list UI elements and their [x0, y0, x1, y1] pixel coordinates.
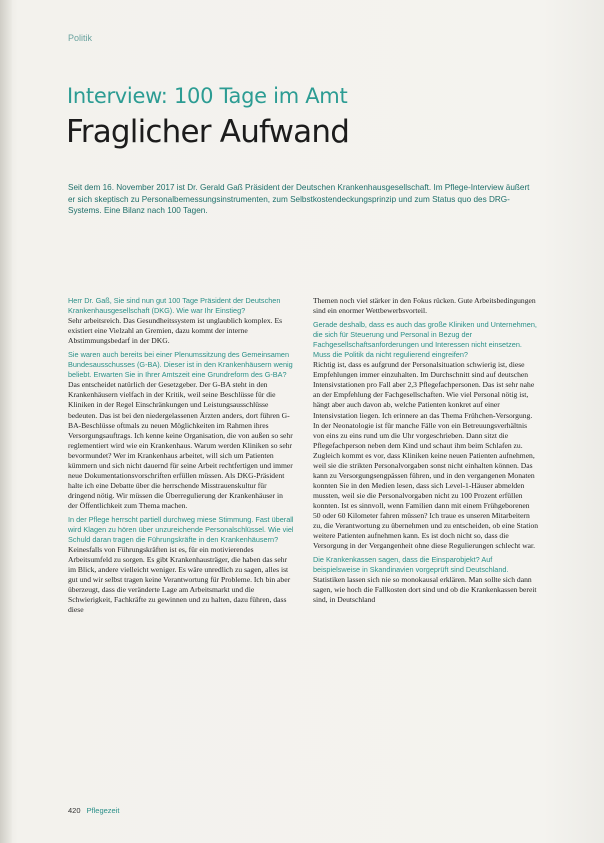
article-lead: Seit dem 16. November 2017 ist Dr. Gerald Gaß Präsident der Deutschen Krankenhausgesellschaft. Im Pflege-Interview äußert er sich skeptisch zu Personalbemessungsinstrumenten, zum Selbstkostendeckungsprinzip und zum Status quo des DRG-Systems. Eine Bilanz nach 100 Tagen.	[68, 183, 530, 215]
interview-answer: Richtig ist, dass es aufgrund der Personalsituation schwierig ist, diese Empfehlungen immer einzuhalten. Im Durchschnitt sind auf deutschen Intensivstationen pro Fall aber 2,3 Pflegefachpersonen. Das ist sehr nahe an der Empfehlung der Fachgesellschaften. Wie viel Personal nötig ist, hängt aber auch davon ab, welche Patienten konkret auf einer Intensivstation liegen. Ich erinnere an das Thema Frühchen-Versorgung. In der Neonatologie ist für manche Fälle von ein Betreuungsverhältnis von eins zu eins rund um die Uhr vorgeschrieben. Dann sitzt die Pflegefachperson neben dem Kind und schaut ihm beim Schlafen zu. Zugleich kommt es vor, dass Kliniken keine neuen Patienten aufnehmen, weil sie die strikten Personalvorgaben sonst nicht einhalten können. Das kann zu Versorgungsengpässen führen, und in den vergangenen Monaten konnten Sie in den Medien lesen, dass sich Level-1-Häuser abmelden mussten, weil sie die Personalvorgaben nicht zu 100 Prozent erfüllen konnten. Ist es sinnvoll, wenn Familien dann mit einem Frühgeborenen 50 oder 60 Kilometer fahren müssen? Ich traue es unseren Mitarbeitern zu, die Verantwortung zu übernehmen und zu entscheiden, ob eine Station weitere Patienten aufnehmen kann. Es ist doch nicht so, dass die Versorgung in der Vergangenheit ohne diese Regulierungen schlecht war.	[313, 360, 539, 551]
article-kicker: Interview: 100 Tage im Amt	[67, 84, 348, 108]
article-headline: Fraglicher Aufwand	[66, 114, 350, 150]
page-folio	[68, 806, 119, 815]
text-column-right	[313, 296, 539, 609]
interview-answer: Themen noch viel stärker in den Fokus rücken. Gute Arbeitsbedingungen sind ein enormer Wettbewerbsvorteil.	[313, 296, 536, 316]
interview-answer: Keinesfalls von Führungskräften ist es, für ein motivierendes Arbeitsumfeld zu sorgen. Es gibt Krankenhausträger, die haben das sehr im Blick, andere vielleicht weniger. Es wäre unredlich zu sagen, alles ist gut und wir selbst tragen keine Verantwortung für Probleme. Ich bin aber überzeugt, dass die veränderte Lage am Arbeitsmarkt und die Schwierigkeit, Fachkräfte zu gewinnen und zu halten, dazu führen, dass diese	[68, 545, 291, 615]
interview-answer: Statistiken lassen sich nie so monokausal erklären. Man sollte sich dann sagen, wie hoch die Fallkosten dort sind und ob die Krankenkassen bereit sind, in Deutschland	[313, 575, 537, 605]
section-label: Politik	[68, 33, 93, 43]
interview-question: Die Krankenkassen sagen, dass die Einsparobjekt? Auf beispielsweise in Skandinavien vorgeprüft sind Deutschland.	[313, 555, 509, 575]
interview-question: Sie waren auch bereits bei einer Plenumssitzung des Gemeinsamen Bundesausschusses (G-BA). Dieser ist in den Krankenhäusern wenig beliebt. Erwarten Sie in Ihrer Amtszeit eine Grundreform des G-BA?	[68, 350, 293, 380]
interview-answer: Das entscheidet natürlich der Gesetzgeber. Der G-BA steht in den Krankenhäusern vielfach in der Kritik, weil seine Beschlüsse für die Kliniken in der Regel Einschränkungen und Leistungsausschlüsse bedeuten. Das ist bei den niedergelassenen Ärzten anders, dort führen G-BA-Beschlüsse oftmals zu neuen Möglichkeiten im Rahmen ihres Versorgungsauftrags. Ich kenne keine Organisation, die von außen so sehr reglementiert wird wie ein Krankenhaus. Warum werden Kliniken so sehr bevormundet? Wer im Krankenhaus arbeitet, will sich um Patienten kümmern und sich nicht dauernd für seine Arbeit rechtfertigen und immer neue Dokumentationsvorschriften erfüllen müssen. Als DKG-Präsident halte ich eine Debatte über die herrschende Misstrauenskultur für dringend nötig. Wir müssen die Überregulierung der Krankenhäuser in der Öffentlichkeit zum Thema machen.	[68, 380, 293, 510]
interview-question: Gerade deshalb, dass es auch das große Kliniken und Unternehmen, die sich für Steuerung und Personal in Bezug der Fachgesellschaftsanforderungen und Interessen nicht einsetzen. Muss die Politik da nicht regulierend eingreifen?	[313, 320, 537, 360]
page-number: 420	[68, 806, 81, 815]
text-column-left	[68, 296, 294, 619]
interview-answer: Sehr arbeitsreich. Das Gesundheitssystem ist unglaublich komplex. Es existiert eine Vielzahl an Gremien, dazu kommt der interne Abstimmungsbedarf in der DKG.	[68, 316, 283, 346]
interview-question: Herr Dr. Gaß, Sie sind nun gut 100 Tage Präsident der Deutschen Krankenhausgesellschaft (DKG). Wie war Ihr Einstieg?	[68, 296, 281, 316]
magazine-name: Pflegezeit	[86, 806, 120, 815]
page-spine-shadow	[0, 0, 12, 843]
interview-question: In der Pflege herrscht partiell durchweg miese Stimmung. Fast überall wird Klagen zu hören über unzureichende Personalschlüssel. Wie viel Schuld daran tragen die Führungskräfte in den Krankenhäusern?	[68, 514, 294, 545]
